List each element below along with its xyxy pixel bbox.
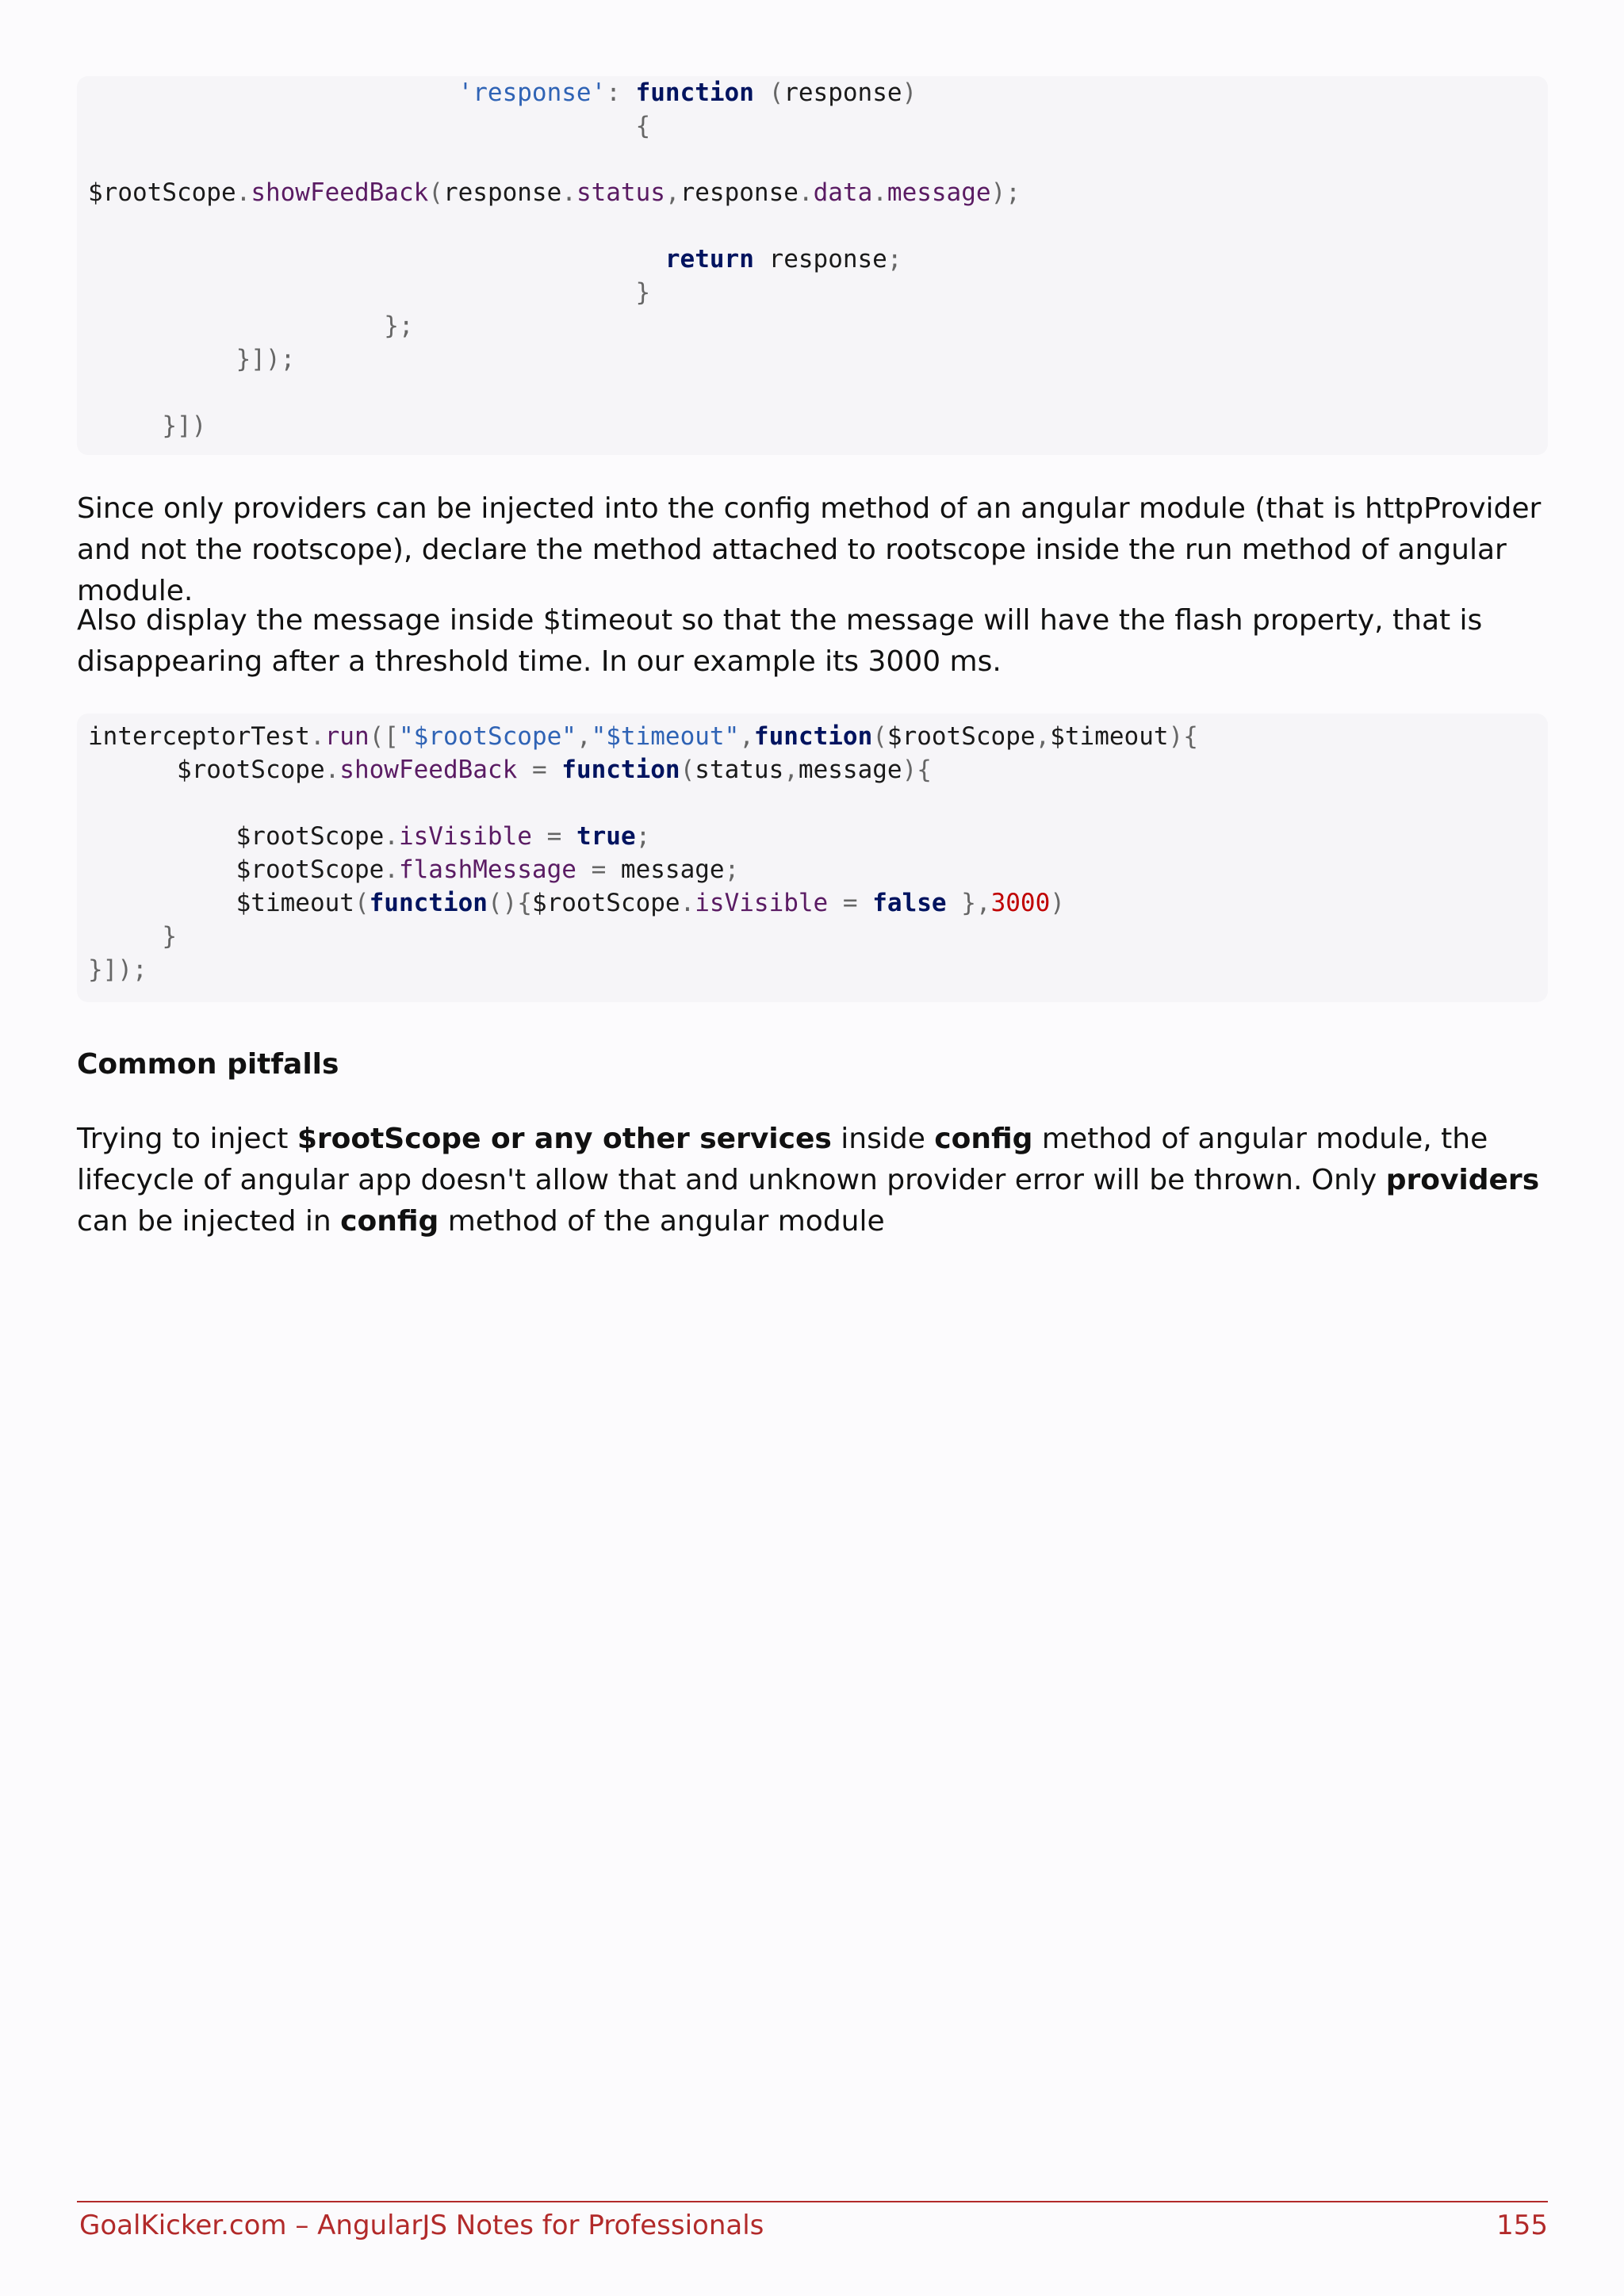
paragraph-timeout: Also display the message inside $timeout so that the message will have the flash property, that is disappearing after a threshold time. In our example its 3000 ms. [77,604,1483,678]
bold-run: $rootScope or any other services [297,1123,832,1155]
text-run: method of the angular module [439,1205,885,1238]
code-line: }; [88,312,414,340]
code-line [88,76,917,109]
code-line: } [88,922,177,951]
paragraph-providers: Since only providers can be injected into the config method of an angular module (that is httpProvider and not the rootscope), declare the method attached to rootscope inside the run method of angular module. [77,492,1542,607]
page-number: 155 [1496,2210,1548,2241]
code-line: $rootScope.flashMessage = message; [88,855,740,884]
code-line: $timeout(function(){$rootScope.isVisible = false },3000) [88,889,1065,917]
footer-title[interactable]: GoalKicker.com – AngularJS Notes for Professionals [79,2210,764,2241]
code-block-interceptor [77,76,1548,455]
code-line: }]) [88,411,207,440]
code-line: $rootScope.showFeedBack = function(status,message){ [88,756,932,784]
bold-run: providers [1385,1164,1540,1196]
code-line: }]); [88,955,147,984]
text-run: can be injected in [77,1205,341,1238]
text-run: Trying to inject [77,1123,297,1155]
text-run: inside [831,1123,935,1155]
paragraph-pitfalls [77,1119,1552,1242]
code-tokens: 'response': function (response) [458,78,917,107]
code-line: return response; [665,245,902,274]
bold-run: config [340,1205,439,1238]
code-line: interceptorTest.run(["$rootScope","$timeout",function($rootScope,$timeout){ [88,722,1198,751]
code-line: $rootScope.isVisible = true; [88,822,651,851]
footer-divider [77,2201,1548,2202]
text-run: method of angular module, the lifecycle of angular app doesn't allow that and unknown provider error will be thrown. Only [77,1123,1488,1196]
bold-run: config [934,1123,1033,1155]
section-heading: Common pitfalls [77,1048,339,1081]
code-line: { [88,112,651,140]
code-line: } [88,278,651,307]
code-block-run [77,714,1548,1002]
code-line: }]); [88,345,296,373]
code-line: $rootScope.showFeedBack(response.status,response.data.message); [88,178,1021,207]
